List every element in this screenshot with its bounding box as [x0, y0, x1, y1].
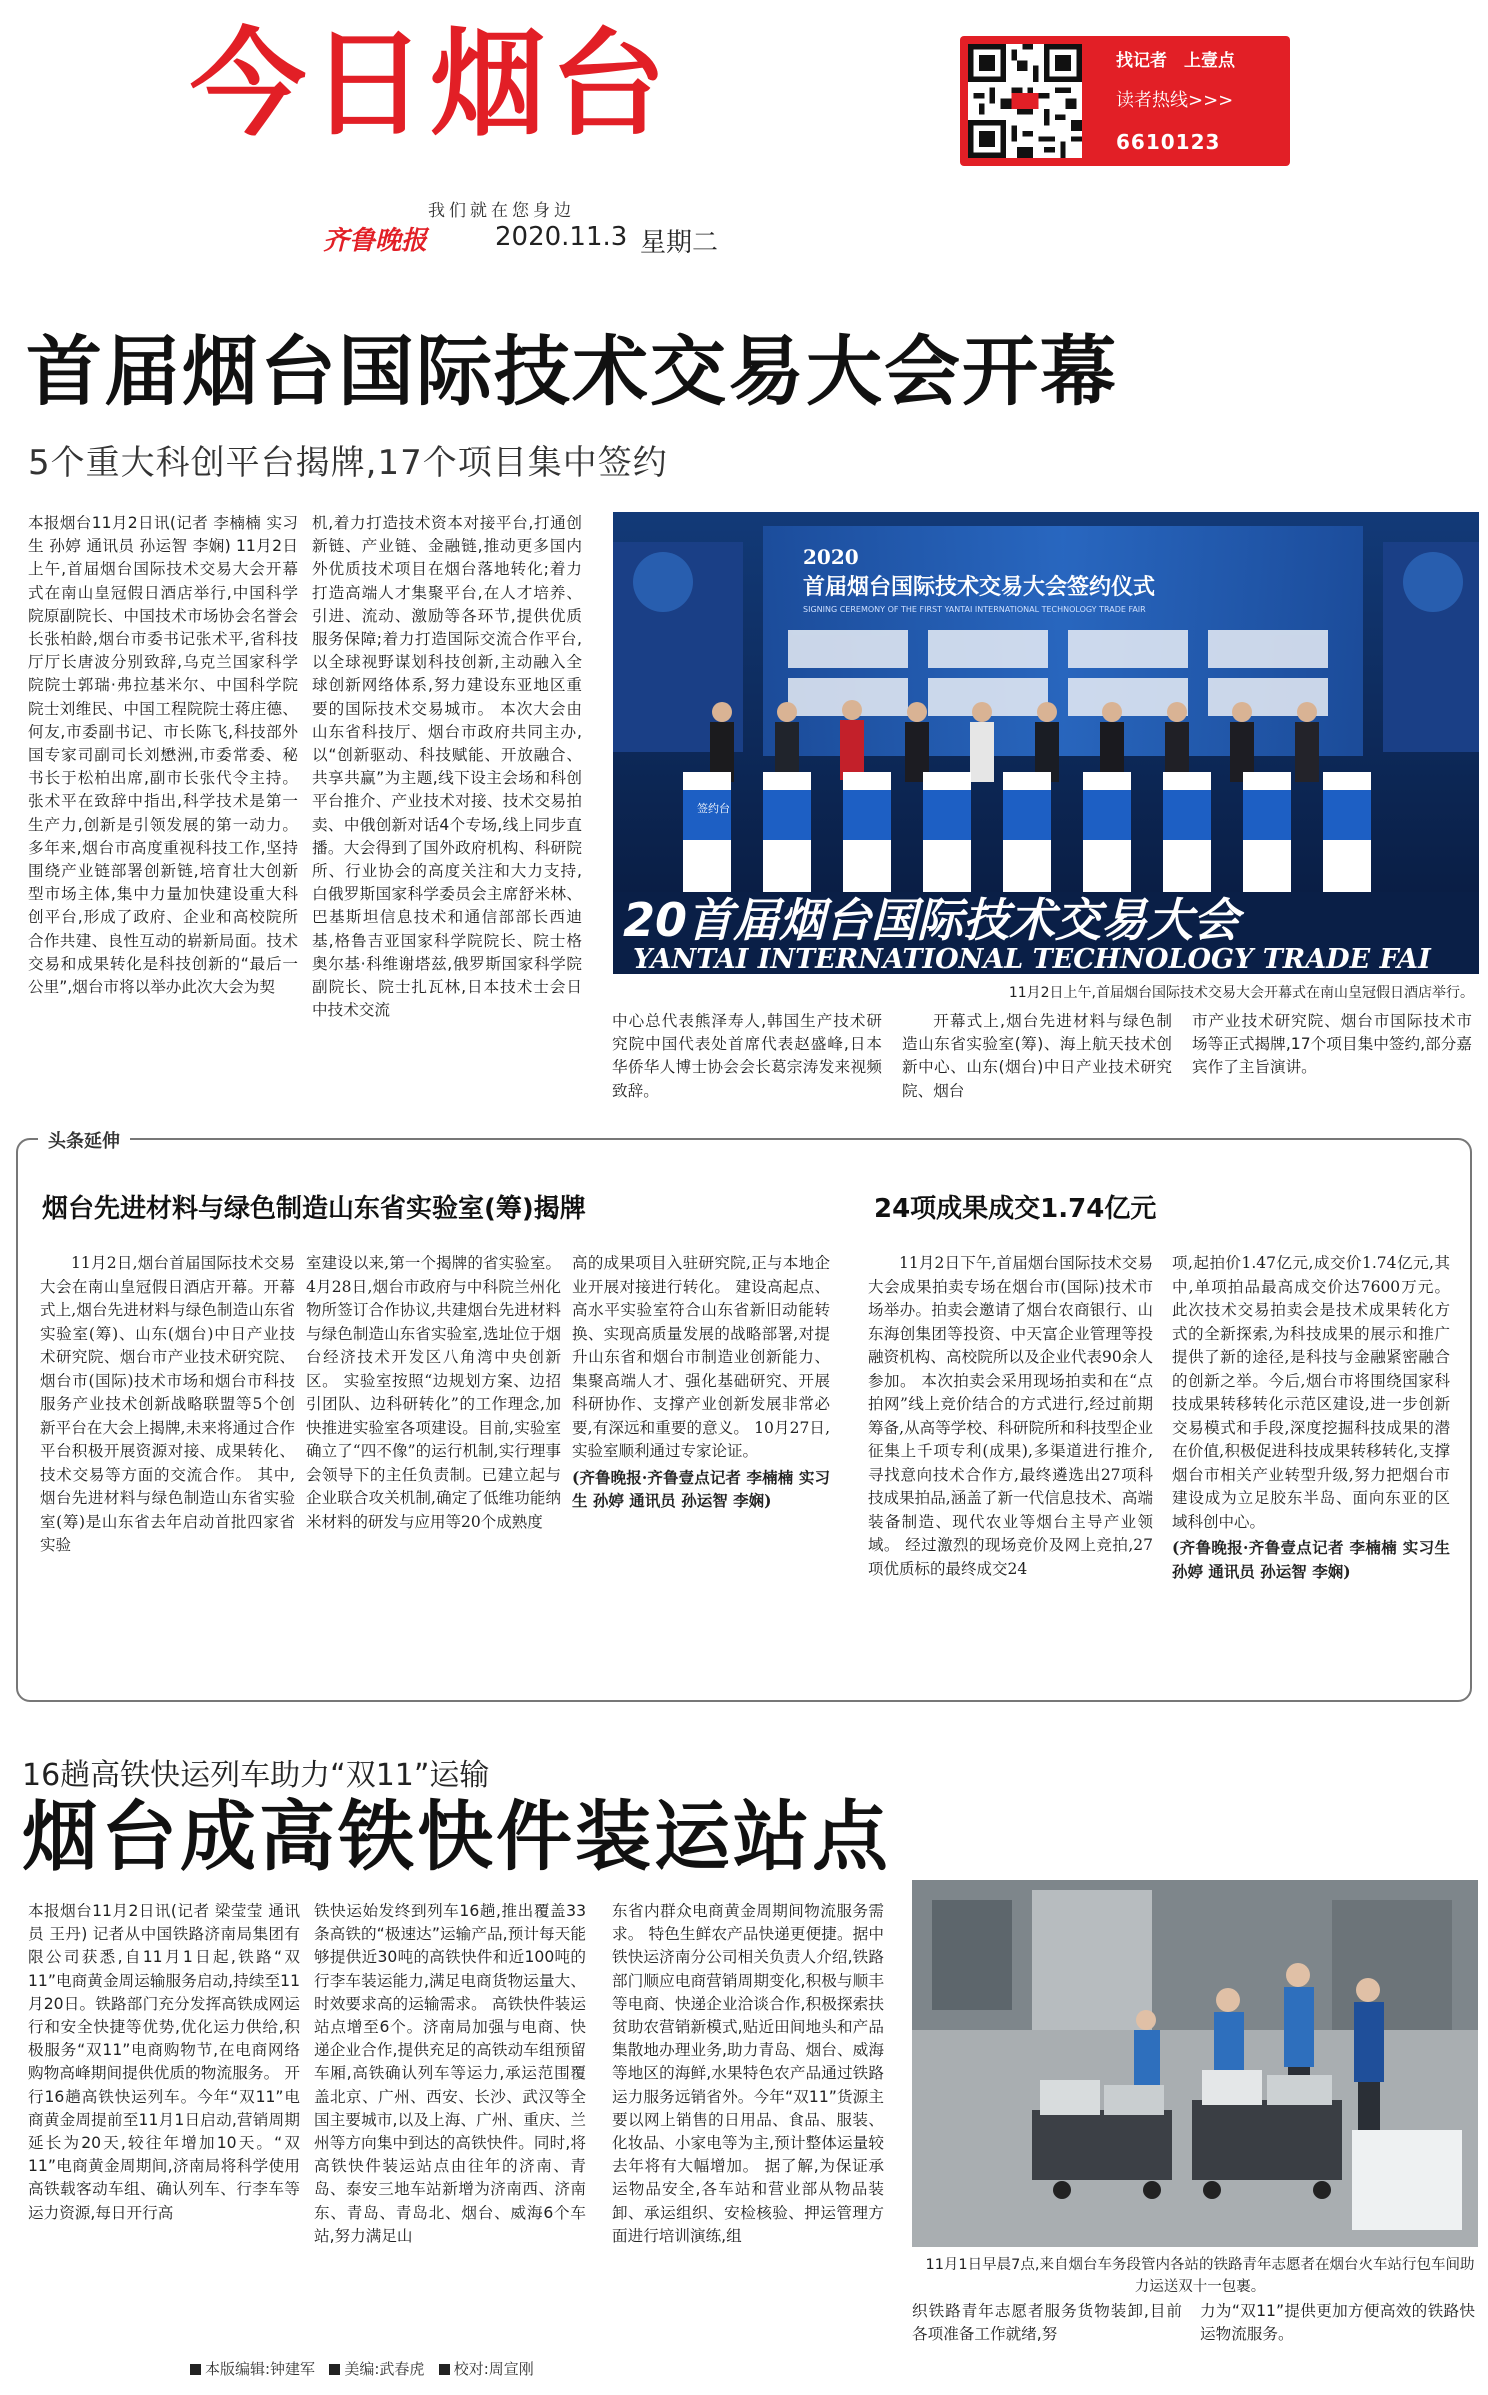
- box-credit: (齐鲁晚报·齐鲁壹点记者 李楠楠 实习生 孙婷 通讯员 孙运智 李娴): [572, 1467, 830, 1510]
- stage-year: 2020: [803, 545, 859, 569]
- footer-editor: 本版编辑:钟建军: [205, 2360, 316, 2378]
- qr-hotline-number: 6610123: [1116, 130, 1221, 154]
- article1-text: 机,着力打造技术资本对接平台,打通创新链、产业链、金融链,推动更多国内外优质技术项目在烟台落地转化;着力打造高端人才集聚平台,在人才培养、引进、流动、激励等各环节,提供优质服务保障;着力打造国际交流合作平台,以全球视野谋划科技创新,主动融入全球创新网络体系,努力建设东亚地区重要的国际技术交易城市。 本次大会由山东省科技厅、烟台市政府共同主办,以“创新驱动、科技赋能、开放融合、共享共赢”为主题,线下设主会场和科创平台推介、产业技术对接、技术交易拍卖、中俄创新对话4个专场,线上同步直播。大会得到了国外政府机构、科研院所、行业协会的高度关注和大力支持,白俄罗斯国家科学委员会主席舒米林、巴基斯坦信息技术和通信部部长西迪基,格鲁吉亚国家科学院院长、院士格奥尔基·科维谢塔兹,俄罗斯国家科学院副院长、院士扎瓦林,日本技术士会日中技术交流: [312, 514, 582, 1020]
- railway-volunteers-photo: [912, 1880, 1478, 2247]
- box-credit: (齐鲁晚报·齐鲁壹点记者 李楠楠 实习生 孙婷 通讯员 孙运智 李娴): [1172, 1538, 1450, 1581]
- qr-code-icon[interactable]: [968, 44, 1082, 158]
- article1-column-5: [1192, 1010, 1472, 1110]
- article1-column-2: [312, 512, 582, 1112]
- article1-text: 中心总代表熊泽寿人,韩国生产技术研究院中国代表处首席代表赵盛峰,日本华侨华人博士协会会长葛宗涛发来视频致辞。: [612, 1012, 882, 1100]
- box-left-column-1: [40, 1252, 295, 1677]
- box-right-title: 24项成果成交1.74亿元: [874, 1194, 1157, 1224]
- article1-column-4: [902, 1010, 1172, 1110]
- article1-column-3: [612, 1010, 882, 1110]
- footer-proofreader: 校对:周宣刚: [453, 2360, 534, 2378]
- box-tag: 头条延伸: [38, 1125, 130, 1155]
- stage-title: 首届烟台国际技术交易大会签约仪式: [803, 575, 1156, 600]
- article2-text: 铁快运始发终到列车16趟,推出覆盖33条高铁的“极速达”运输产品,预计每天能够提供近30吨的高铁快件和近100吨的行李车装运能力,满足电商货物运量大、时效要求高的运输需求。 高铁快件装运站点增至6个。济南局加强与电商、快递企业合作,提供充足的高铁动车组预留车厢,高铁确认列车等运力,承运范围覆盖北京、广州、西安、长沙、武汉等全国主要城市,以及上海、广州、重庆、兰州等方向集中到达的高铁快件。同时,将高铁快件装运站点由往年的济南、青岛、泰安三地车站新增为济南西、济南东、青岛、青岛北、烟台、威海6个车站,努力满足山: [314, 1902, 586, 2245]
- signing-ceremony-photo: [613, 512, 1479, 974]
- qr-find-reporter: 找记者 上壹点: [1116, 51, 1235, 71]
- article2-text: 本报烟台11月2日讯(记者 梁莹莹 通讯员 王丹) 记者从中国铁路济南局集团有限公司获悉,自11月1日起,铁路“双11”电商黄金周运输服务启动,持续至11月20日。铁路部门充分发挥高铁成网运行和安全快捷等优势,优化运力供给,积极服务“双11”电商购物节,在电商网络购物高峰期间提供优质的物流服务。 开行16趟高铁快运列车。今年“双11”电商黄金周提前至11月1日启动,营销周期延长为20天,较往年增加10天。“双11”电商黄金周期间,济南局将科学使用高铁载客动车组、确认列车、行李车等运力资源,每日开行高: [28, 1902, 300, 2222]
- podium-label: 签约台: [697, 802, 730, 815]
- article2-kicker: 16趟高铁快运列车助力“双11”运输: [22, 1758, 490, 1793]
- article1-text: 开幕式上,烟台先进材料与绿色制造山东省实验室(筹)、海上航天技术创新中心、山东(烟台)中日产业技术研究院、烟台: [902, 1012, 1172, 1100]
- qr-panel: [960, 36, 1290, 166]
- article2-text: 织铁路青年志愿者服务货物装卸,目前各项准备工作就绪,努: [912, 2302, 1182, 2344]
- subheadline-main: 5个重大科创平台揭牌,17个项目集中签约: [28, 443, 668, 483]
- article2-column-4: [912, 2300, 1182, 2350]
- box-text: 高的成果项目入驻研究院,正与本地企业开展对接进行转化。 建设高起点、高水平实验室符合山东省新旧动能转换、实现高质量发展的战略部署,对提升山东省和烟台市制造业创新能力、集聚高端人才、强化基础研究、开展科研协作、支撑产业创新发展非常必要,有深远和重要的意义。 10月27日,实验室顺利通过专家论证。: [572, 1254, 830, 1460]
- square-bullet-icon: [190, 2364, 201, 2375]
- photo1-caption: 11月2日上午,首届烟台国际技术交易大会开幕式在南山皇冠假日酒店举行。: [1008, 985, 1474, 1001]
- banner-cn: 20首届烟台国际技术交易大会: [623, 893, 1240, 947]
- box-text: 11月2日下午,首届烟台国际技术交易大会成果拍卖专场在烟台市(国际)技术市场举办。拍卖会邀请了烟台农商银行、山东海创集团等投资、中天富企业管理等投融资机构、高校院所以及企业代表90余人参加。 本次拍卖会采用现场拍卖和在“点拍网”线上竞价结合的方式进行,经过前期筹备,从高等学校、科研院所和科技型企业征集上千项专利(成果),多渠道进行推介,寻找意向技术合作方,最终遴选出27项科技成果拍品,涵盖了新一代信息技术、高端装备制造、现代农业等烟台主导产业领域。 经过激烈的现场竞价及网上竞拍,27项优质标的最终成交24: [868, 1254, 1153, 1578]
- box-right-column-2: [1172, 1252, 1450, 1677]
- article2-column-2: [314, 1900, 586, 2340]
- issue-weekday: 星期二: [640, 228, 719, 258]
- square-bullet-icon: [329, 2364, 340, 2375]
- banner-en: YANTAI INTERNATIONAL TECHNOLOGY TRADE FAI: [633, 944, 1431, 974]
- qr-hotline-label: 读者热线>>>: [1116, 90, 1234, 111]
- stage-subtitle: SIGNING CEREMONY OF THE FIRST YANTAI INTERNATIONAL TECHNOLOGY TRADE FAIR: [803, 605, 1146, 614]
- footer-designer: 美编:武春虎: [344, 2360, 425, 2378]
- square-bullet-icon: [439, 2364, 450, 2375]
- box-left-column-3: [572, 1252, 830, 1677]
- brand-logo: 齐鲁晚报: [323, 226, 428, 256]
- headline-main: 首届烟台国际技术交易大会开幕: [26, 327, 1118, 416]
- box-left-column-2: [306, 1252, 561, 1677]
- article1-text: 市产业技术研究院、烟台市国际技术市场等正式揭牌,17个项目集中签约,部分嘉宾作了主旨演讲。: [1192, 1012, 1472, 1077]
- photo2-caption: 11月1日早晨7点,来自烟台车务段管内各站的铁路青年志愿者在烟台火车站行包车间助力运送双十一包裹。: [925, 2257, 1475, 2295]
- slogan: 我们就在您身边: [428, 201, 575, 221]
- article2-text: 东省内群众电商黄金周期间物流服务需求。 特色生鲜农产品快递更便捷。据中铁快运济南分公司相关负责人介绍,铁路部门顺应电商营销周期变化,积极与顺丰等电商、快递企业洽谈合作,积极探索扶贫助农营销新模式,贴近田间地头和产品集散地办理业务,助力青岛、烟台、威海等地区的海鲜,水果特色农产品通过铁路运力服务远销省外。今年“双11”货源主要以网上销售的日用品、食品、服装、化妆品、小家电等为主,预计整体运量较去年将有大幅增加。 据了解,为保证承运物品安全,各车站和营业部从物品装卸、承运组织、安检核验、押运管理方面进行培训演练,组: [612, 1902, 884, 2245]
- issue-date: 2020.11.3: [495, 222, 628, 252]
- article2-column-1: [28, 1900, 300, 2340]
- box-left-title: 烟台先进材料与绿色制造山东省实验室(筹)揭牌: [42, 1194, 586, 1224]
- article2-column-3: [612, 1900, 884, 2340]
- box-right-column-1: [868, 1252, 1153, 1677]
- article1-column-1: [28, 512, 298, 1112]
- article2-column-5: [1200, 2300, 1475, 2350]
- headline-second: 烟台成高铁快件装运站点: [22, 1792, 891, 1881]
- article1-text: 本报烟台11月2日讯(记者 李楠楠 实习生 孙婷 通讯员 孙运智 李娴) 11月2日上午,首届烟台国际技术交易大会开幕式在南山皇冠假日酒店举行,中国科学院原副院长、中国技术市场协会名誉会长张柏龄,烟台市委书记张术平,省科技厅厅长唐波分别致辞,乌克兰国家科学院院士郭瑞·弗拉基米尔、中国科学院院士刘维民、中国工程院院士蒋庄德、何友,市委副书记、市长陈飞,科技部外国专家司副司长刘懋洲,市委常委、秘书长于松柏出席,副市长张代令主持。 张术平在致辞中指出,科学技术是第一生产力,创新是引领发展的第一动力。多年来,烟台市高度重视科技工作,坚持围绕产业链部署创新链,培育壮大创新型市场主体,集中力量加快建设重大科创平台,形成了政府、企业和高校院所合作共建、良性互动的崭新局面。技术交易和成果转化是科技创新的“最后一公里”,烟台市将以举办此次大会为契: [28, 514, 298, 997]
- box-text: 项,起拍价1.47亿元,成交价1.74亿元,其中,单项拍品最高成交价达7600万元。 此次技术交易拍卖会是技术成果转化方式的全新探索,为科技成果的展示和推广提供了新的途径,是科技与金融紧密融合的创新之举。今后,烟台市将围绕国家科技成果转移转化示范区建设,进一步创新交易模式和手段,深度挖掘科技成果的潜在价值,积极促进科技成果转移转化,支撑烟台市相关产业转型升级,努力把烟台市建设成为立足胶东半岛、面向东亚的区域科创中心。: [1172, 1254, 1450, 1531]
- credits-footer: [190, 2358, 534, 2379]
- box-text: 室建设以来,第一个揭牌的省实验室。 4月28日,烟台市政府与中科院兰州化物所签订合作协议,共建烟台先进材料与绿色制造山东省实验室,选址位于烟台经济技术开发区八角湾中央创新区。 实验室按照“边规划方案、边招引团队、边科研转化”的工作理念,加快推进实验室各项建设。目前,实验室确立了“四不像”的运行机制,实行理事会领导下的主任负责制。已建立起与企业联合攻关机制,确定了低维功能纳米材料的研发与应用等20个成熟度: [306, 1254, 561, 1531]
- masthead-title: 今日烟台: [190, 17, 670, 152]
- article2-text: 力为“双11”提供更加方便高效的铁路快运物流服务。: [1200, 2302, 1475, 2344]
- box-text: 11月2日,烟台首届国际技术交易大会在南山皇冠假日酒店开幕。开幕式上,烟台先进材料与绿色制造山东省实验室(筹)、山东(烟台)中日产业技术研究院、烟台市产业技术研究院、烟台市(国际)技术市场和烟台市科技服务产业技术创新战略联盟等5个创新平台在大会上揭牌,未来将通过合作平台积极开展资源对接、成果转化、技术交易等方面的交流合作。 其中,烟台先进材料与绿色制造山东省实验室(筹)是山东省去年启动首批四家省实验: [40, 1254, 295, 1554]
